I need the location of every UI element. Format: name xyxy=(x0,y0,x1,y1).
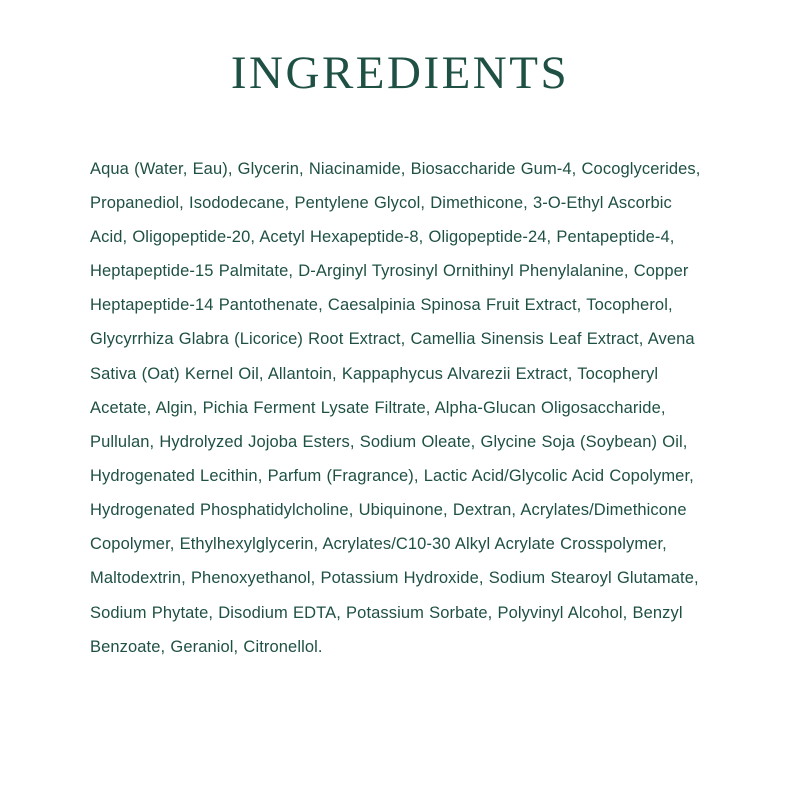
ingredients-list-text: Aqua (Water, Eau), Glycerin, Niacinamide, Biosaccharide Gum-4, Cocoglycerides, Propanediol, Isododecane, Pentylene Glycol, Dimethicone, 3-O-Ethyl Ascorbic Acid, Oligopeptide-20, Acetyl Hexapeptide-8, Oligopeptide-24, Pentapeptide-4, Heptapeptide-15 Palmitate, D-Arginyl Tyrosinyl Ornithinyl Phenylalanine, Copper Heptapeptide-14 Pantothenate, Caesalpinia Spinosa Fruit Extract, Tocopherol, Glycyrrhiza Glabra (Licorice) Root Extract, Camellia Sinensis Leaf Extract, Avena Sativa (Oat) Kernel Oil, Allantoin, Kappaphycus Alvarezii Extract, Tocopheryl Acetate, Algin, Pichia Ferment Lysate Filtrate, Alpha-Glucan Oligosaccharide, Pullulan, Hydrolyzed Jojoba Esters, Sodium Oleate, Glycine Soja (Soybean) Oil, Hydrogenated Lecithin, Parfum (Fragrance), Lactic Acid/Glycolic Acid Copolymer, Hydrogenated Phosphatidylcholine, Ubiquinone, Dextran, Acrylates/Dimethicone Copolymer, Ethylhexylglycerin, Acrylates/C10-30 Alkyl Acrylate Crosspolymer, Maltodextrin, Phenoxyethanol, Potassium Hydroxide, Sodium Stearoyl Glutamate, Sodium Phytate, Disodium EDTA, Potassium Sorbate, Polyvinyl Alcohol, Benzyl Benzoate, Geraniol, Citronellol. xyxy=(90,159,701,656)
page-title: INGREDIENTS xyxy=(230,47,570,99)
